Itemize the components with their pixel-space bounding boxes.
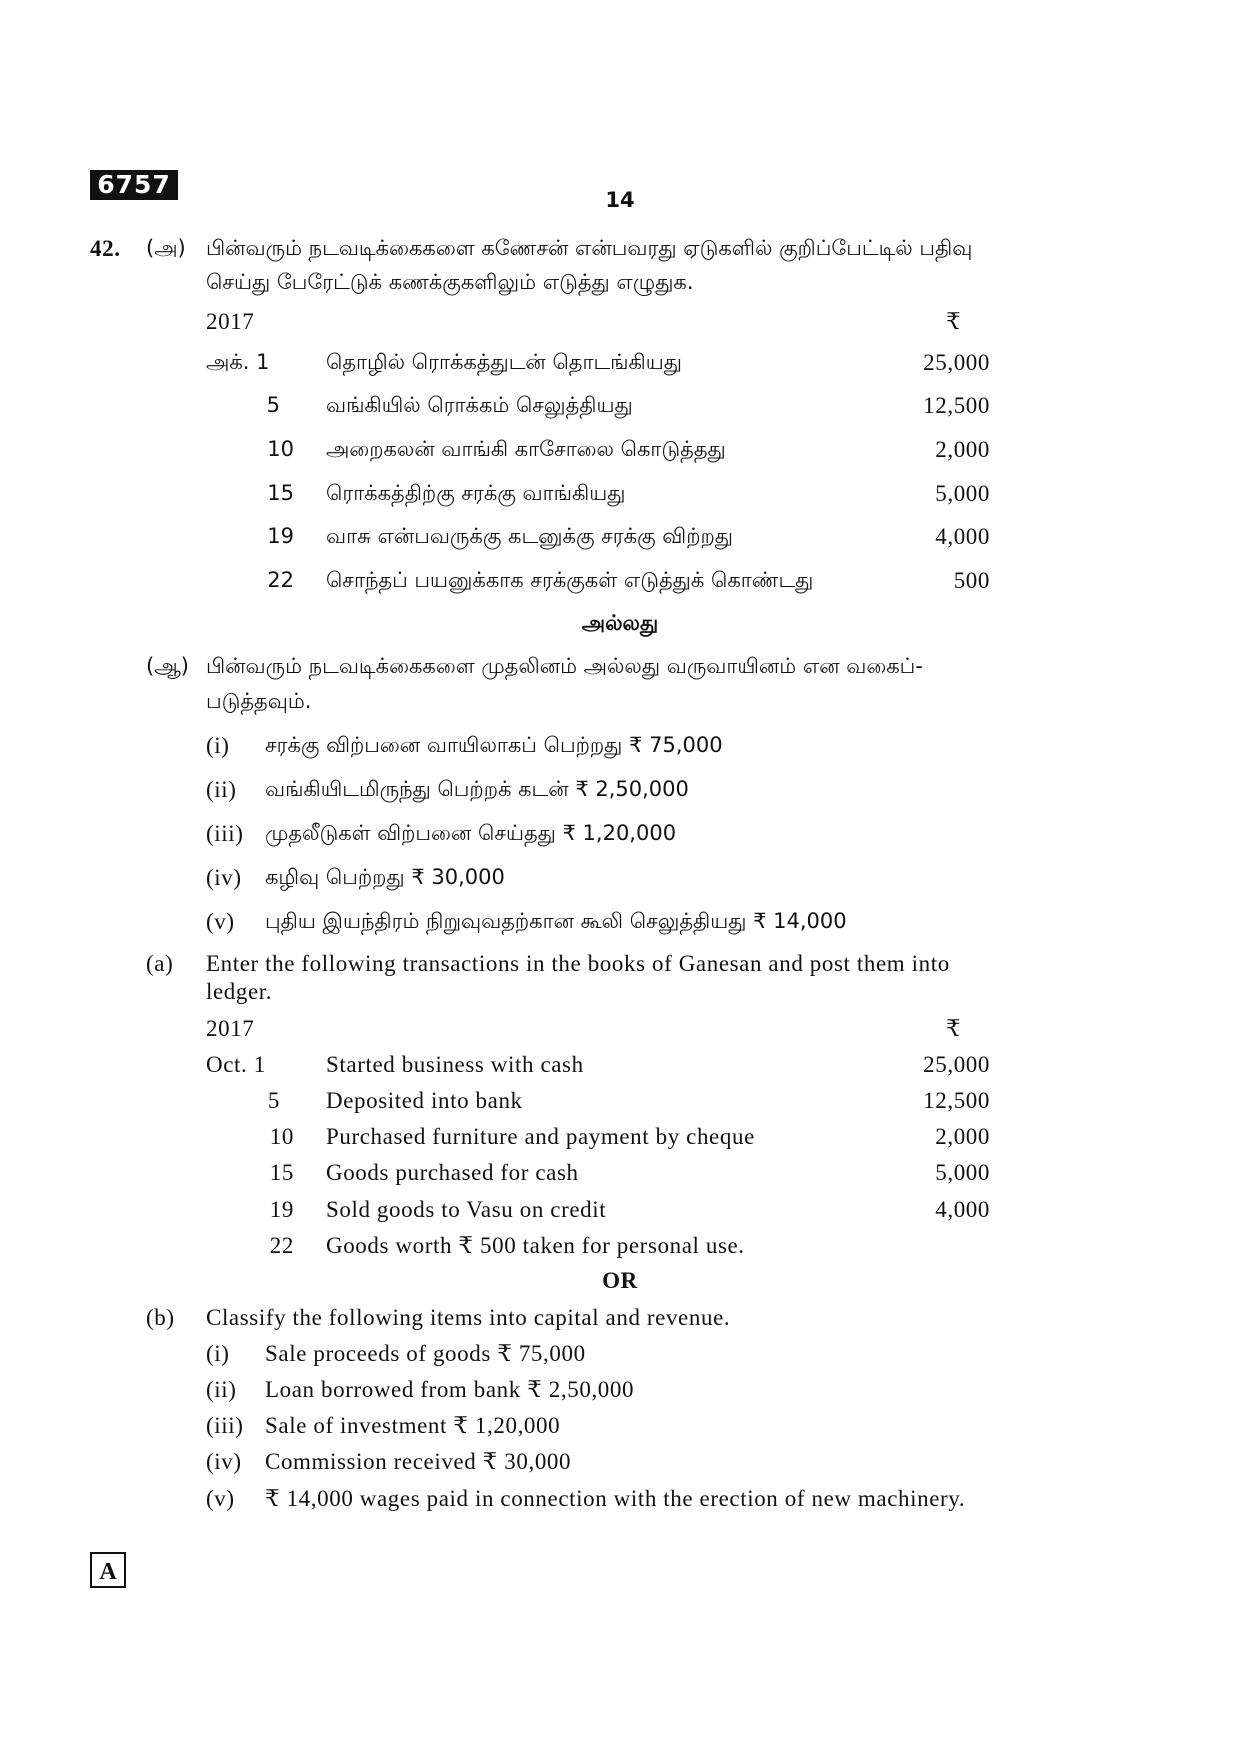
english-a-date: 15 [269, 1160, 294, 1185]
english-b-item-num: (v) [206, 1486, 235, 1511]
english-a-year: 2017 [206, 1016, 255, 1041]
tamil-b-text-line1: பின்வரும் நடவடிக்கைகளை முதலினம் அல்லது வருவாயினம் என வகைப்- [206, 654, 923, 678]
english-a-text-line1: Enter the following transactions in the books of Ganesan and post them into [206, 951, 950, 976]
english-b-item-text: Loan borrowed from bank ₹ 2,50,000 [265, 1377, 635, 1402]
tamil-b-item-num: (iii) [206, 821, 244, 846]
english-a-amount: 4,000 [935, 1197, 990, 1222]
tamil-a-desc: வாசு என்பவருக்கு கடனுக்கு சரக்கு விற்றது [326, 524, 733, 548]
tamil-b-item-text: சரக்கு விற்பனை வாயிலாகப் பெற்றது ₹ 75,000 [265, 733, 723, 757]
english-a-amount: 25,000 [923, 1052, 990, 1077]
english-a-desc: Purchased furniture and payment by cheque [326, 1124, 755, 1149]
tamil-b-item-text: கழிவு பெற்றது ₹ 30,000 [265, 865, 505, 889]
tamil-a-label: (அ) [146, 236, 186, 260]
english-or-separator: OR [602, 1268, 638, 1293]
tamil-a-desc: சொந்தப் பயனுக்காக சரக்குகள் எடுத்துக் கொண்டது [326, 568, 814, 592]
tamil-b-item-text: முதலீடுகள் விற்பனை செய்தது ₹ 1,20,000 [265, 821, 677, 845]
tamil-b-item-text: வங்கியிடமிருந்து பெற்றக் கடன் ₹ 2,50,000 [265, 777, 689, 801]
tamil-a-amount: 2,000 [935, 437, 990, 462]
tamil-a-date: 10 [267, 437, 294, 461]
english-b-item-text: Sale of investment ₹ 1,20,000 [265, 1413, 561, 1438]
tamil-a-amount: 500 [953, 568, 990, 593]
tamil-a-desc: தொழில் ரொக்கத்துடன் தொடங்கியது [326, 350, 682, 374]
english-b-label: (b) [146, 1305, 175, 1330]
tamil-a-date: 5 [266, 393, 280, 417]
tamil-b-item-num: (v) [206, 909, 235, 934]
tamil-a-amount: 4,000 [935, 524, 990, 549]
tamil-a-amount: 5,000 [935, 481, 990, 506]
tamil-b-label: (ஆ) [146, 654, 189, 678]
tamil-a-date: 22 [267, 568, 294, 592]
english-a-text-line2: ledger. [206, 979, 273, 1004]
english-b-item-text: Commission received ₹ 30,000 [265, 1449, 572, 1474]
english-b-item-num: (i) [206, 1341, 230, 1366]
english-a-desc: Started business with cash [326, 1052, 584, 1077]
tamil-b-item-num: (i) [206, 733, 230, 758]
english-a-date: 19 [269, 1197, 294, 1222]
tamil-a-amount: 12,500 [923, 393, 990, 418]
tamil-a-date: 15 [267, 481, 294, 505]
section-label-box: A [90, 1552, 126, 1588]
english-b-item-text: Sale proceeds of goods ₹ 75,000 [265, 1341, 586, 1366]
tamil-b-item-num: (ii) [206, 777, 237, 802]
english-a-label: (a) [146, 951, 174, 976]
tamil-a-date: 19 [267, 524, 294, 548]
english-b-item-num: (iv) [206, 1449, 242, 1474]
tamil-a-year: 2017 [206, 309, 255, 334]
english-b-item-num: (ii) [206, 1377, 237, 1402]
page-number: 14 [605, 188, 635, 212]
english-a-desc: Goods worth ₹ 500 taken for personal use. [326, 1233, 745, 1258]
english-a-desc: Sold goods to Vasu on credit [326, 1197, 607, 1222]
tamil-a-desc: வங்கியில் ரொக்கம் செலுத்தியது [326, 393, 633, 417]
english-a-desc: Deposited into bank [326, 1088, 523, 1113]
tamil-a-text-line1: பின்வரும் நடவடிக்கைகளை கணேசன் என்பவரது ஏடுகளில் குறிப்பேட்டில் பதிவு [206, 236, 973, 260]
tamil-b-text-line2: படுத்தவும். [206, 689, 312, 713]
english-b-text: Classify the following items into capital and revenue. [206, 1305, 731, 1330]
tamil-b-item-text: புதிய இயந்திரம் நிறுவுவதற்கான கூலி செலுத்தியது ₹ 14,000 [265, 909, 847, 933]
tamil-b-item-num: (iv) [206, 865, 242, 890]
english-b-item-text: ₹ 14,000 wages paid in connection with the erection of new machinery. [265, 1486, 966, 1511]
english-a-date: Oct. 1 [206, 1052, 266, 1077]
english-a-amount: 12,500 [923, 1088, 990, 1113]
english-b-item-num: (iii) [206, 1413, 244, 1438]
tamil-a-desc: அறைகலன் வாங்கி காசோலை கொடுத்தது [326, 437, 726, 461]
tamil-a-desc: ரொக்கத்திற்கு சரக்கு வாங்கியது [326, 481, 626, 505]
tamil-a-date: அக். 1 [206, 350, 270, 374]
paper-code: 6757 [90, 170, 178, 200]
english-a-date: 22 [269, 1233, 294, 1258]
tamil-or-separator: அல்லது [581, 611, 659, 635]
english-a-amount: 2,000 [935, 1124, 990, 1149]
english-a-currency: ₹ [946, 1016, 962, 1041]
english-a-date: 10 [269, 1124, 294, 1149]
english-a-date: 5 [267, 1088, 280, 1113]
tamil-a-amount: 25,000 [923, 350, 990, 375]
tamil-a-text-line2: செய்து பேரேட்டுக் கணக்குகளிலும் எடுத்து எழுதுக. [206, 270, 694, 294]
question-number: 42. [90, 236, 121, 261]
english-a-amount: 5,000 [935, 1160, 990, 1185]
tamil-a-currency: ₹ [946, 309, 962, 334]
english-a-desc: Goods purchased for cash [326, 1160, 579, 1185]
